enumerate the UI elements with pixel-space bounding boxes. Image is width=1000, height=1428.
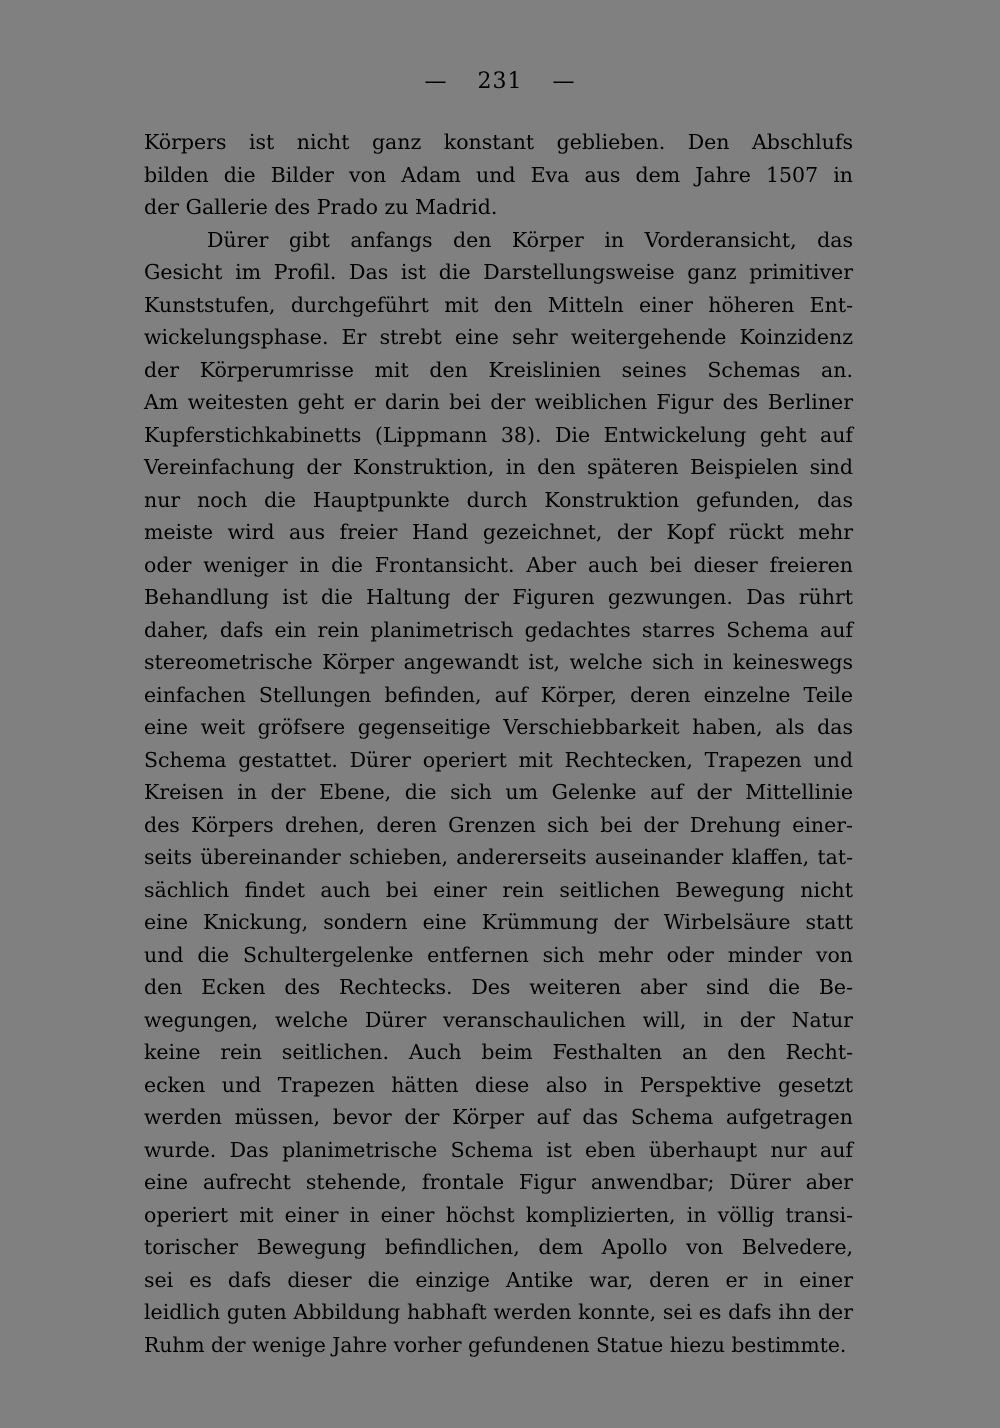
text-line: sei es dafs dieser die einzige Antike war, deren er in einer (144, 1267, 853, 1292)
text-line: sächlich findet auch bei einer rein seitlichen Bewegung nicht (144, 877, 853, 902)
text-line: wegungen, welche Dürer veranschaulichen will, in der Natur (144, 1007, 853, 1032)
text-line: Schema gestattet. Dürer operiert mit Rechtecken, Trapezen und (144, 747, 853, 772)
text-line: Behandlung ist die Haltung der Figuren gezwungen. Das rührt (144, 585, 853, 609)
text-line: keine rein seitlichen. Auch beim Festhalten an den Recht- (144, 1040, 853, 1064)
text-line: ecken und Trapezen hätten diese also in Perspektive gesetzt (144, 1072, 853, 1097)
text-line: Ruhm der wenige Jahre vorher gefundenen Statue hiezu bestimmte. (144, 1332, 847, 1357)
text-line: der Körperumrisse mit den Kreislinien seines Schemas an. (144, 357, 853, 382)
text-line: daher, dafs ein rein planimetrisch gedachtes starres Schema auf (144, 617, 853, 642)
text-line: Kunststufen, durchgeführt mit den Mitteln einer höheren Ent- (144, 292, 853, 317)
text-line: Kreisen in der Ebene, die sich um Gelenke auf der Mittellinie (144, 780, 853, 804)
header-dash-left: — (424, 69, 448, 94)
text-line: oder weniger in die Frontansicht. Aber auch bei dieser freieren (144, 552, 853, 577)
text-line: den Ecken des Rechtecks. Des weiteren aber sind die Be- (144, 975, 853, 999)
body-text (144, 126, 853, 1361)
text-line: Kupferstichkabinetts (Lippmann 38). Die Entwickelung geht auf (144, 422, 853, 447)
text-line: wurde. Das planimetrische Schema ist eben überhaupt nur auf (144, 1137, 853, 1162)
text-line: Am weitesten geht er darin bei der weiblichen Figur des Berliner (144, 390, 853, 414)
text-line: meiste wird aus freier Hand gezeichnet, der Kopf rückt mehr (144, 520, 853, 544)
text-line: Körpers ist nicht ganz konstant geblieben. Den Abschlufs (144, 130, 853, 154)
text-line: seits übereinander schieben, andererseits auseinander klaffen, tat- (144, 845, 853, 869)
page-header (0, 66, 1000, 98)
text-line: werden müssen, bevor der Körper auf das Schema aufgetragen (144, 1105, 853, 1129)
text-line: und die Schultergelenke entfernen sich mehr oder minder von (144, 942, 853, 967)
text-line: der Gallerie des Prado zu Madrid. (144, 195, 498, 219)
text-line: Dürer gibt anfangs den Körper in Vorderansicht, das (207, 227, 853, 252)
header-dash-right: — (552, 69, 576, 94)
text-line: einfachen Stellungen befinden, auf Körper, deren einzelne Teile (144, 682, 853, 707)
text-line: stereometrische Körper angewandt ist, welche sich in keineswegs (144, 650, 853, 674)
text-line: eine Knickung, sondern eine Krümmung der Wirbelsäure statt (144, 910, 853, 934)
text-line: wickelungsphase. Er strebt eine sehr weitergehende Koinzidenz (144, 325, 853, 349)
page-number: 231 (477, 69, 523, 94)
text-line: bilden die Bilder von Adam und Eva aus dem Jahre 1507 in (144, 162, 853, 187)
text-line: eine weit gröfsere gegenseitige Verschiebbarkeit haben, als das (144, 715, 853, 739)
text-line: torischer Bewegung befindlichen, dem Apollo von Belvedere, (144, 1235, 853, 1259)
text-line: des Körpers drehen, deren Grenzen sich bei der Drehung einer- (144, 812, 853, 837)
text-line: Vereinfachung der Konstruktion, in den späteren Beispielen sind (144, 455, 853, 479)
text-line: eine aufrecht stehende, frontale Figur anwendbar; Dürer aber (144, 1170, 853, 1194)
text-line: nur noch die Hauptpunkte durch Konstruktion gefunden, das (144, 487, 853, 512)
text-line: operiert mit einer in einer höchst komplizierten, in völlig transi- (144, 1202, 853, 1227)
text-line: Gesicht im Profil. Das ist die Darstellungsweise ganz primitiver (144, 260, 853, 284)
text-line: leidlich guten Abbildung habhaft werden konnte, sei es dafs ihn der (144, 1300, 853, 1324)
